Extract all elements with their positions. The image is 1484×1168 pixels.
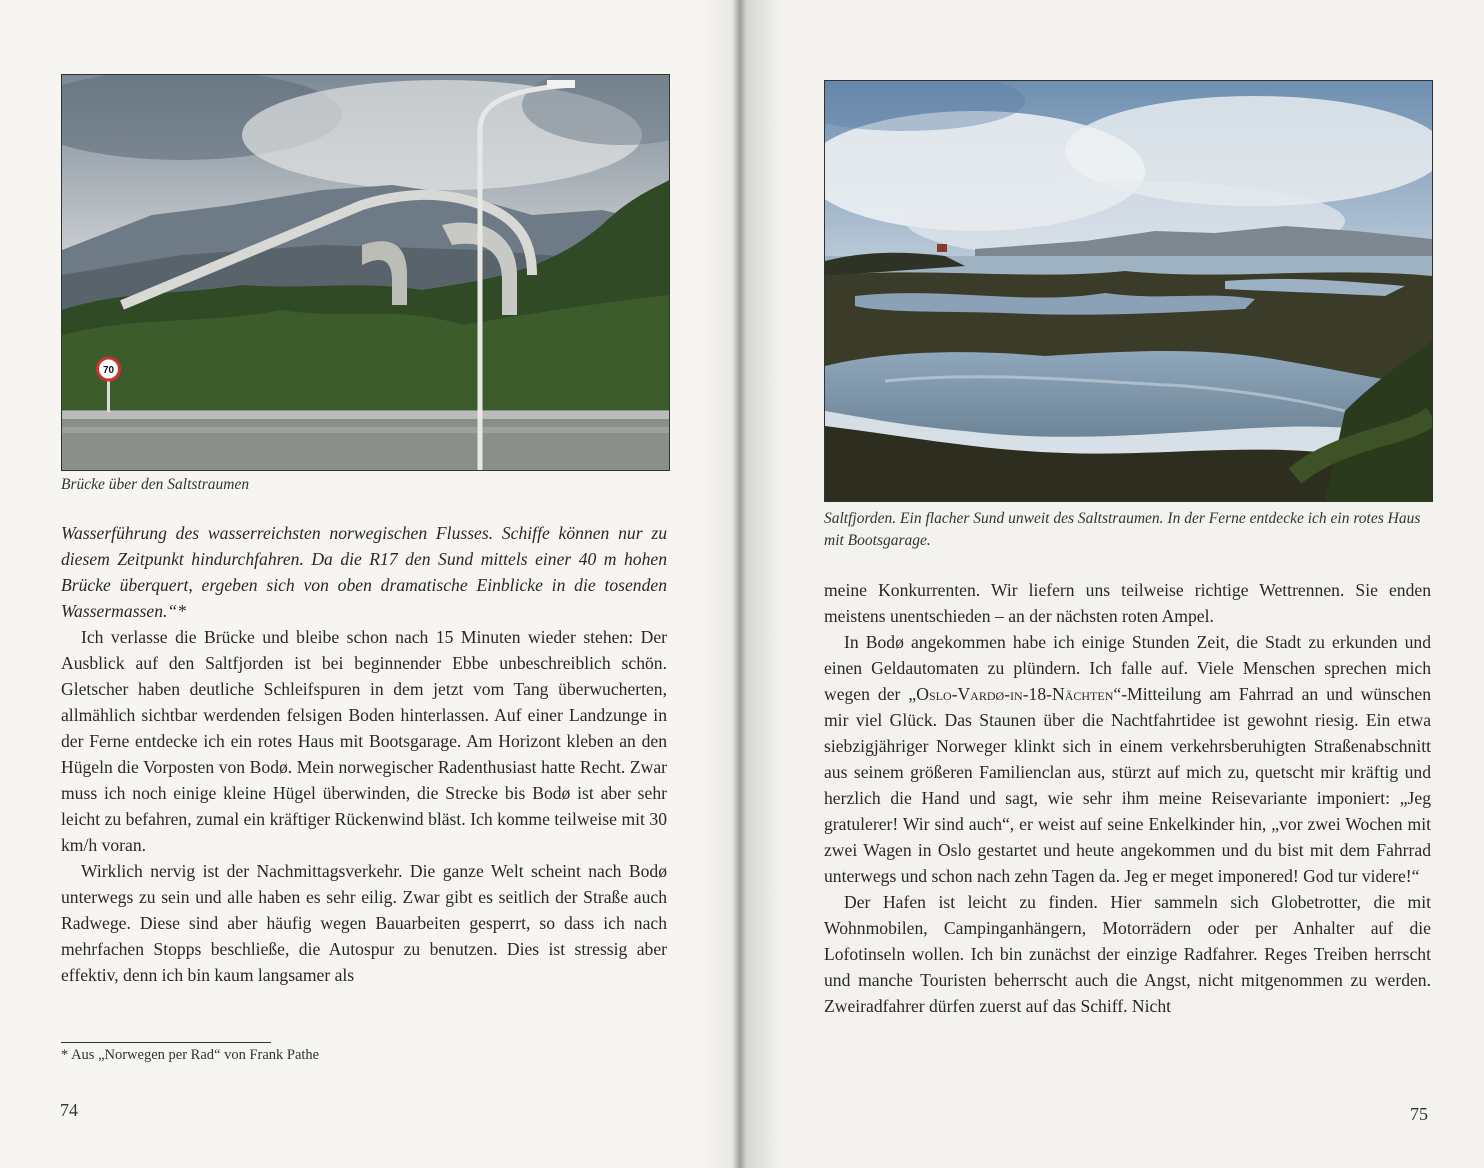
fjord-photo (824, 80, 1433, 502)
footnote-rule (61, 1042, 271, 1043)
paragraph: Ich verlasse die Brücke und bleibe schon nach 15 Minuten wieder stehen: Der Ausblick auf den Saltfjorden ist bei beginnender Ebbe unbeschreiblich schön. Gletscher haben deutliche Schleifspuren in dem jetzt vom Tang überwucherten, allmählich sichtbar werdenden felsigen Boden hinterlassen. Auf einer Landzunge in der Ferne entdecke ich ein rotes Haus mit Bootsgarage. Am Horizont kleben an den Hügeln die Vorposten von Bodø. Mein norwegischer Radenthusiast hatte Recht. Zwar muss ich noch einige kleine Hügel überwinden, die Strecke bis Bodø ist aber sehr leicht zu befahren, zumal ein kräftiger Rückenwind bläst. Ich komme teilweise mit 30 km/h voran. (61, 627, 667, 855)
page-number-left: 74 (60, 1100, 78, 1120)
quoted-passage: Wasserführung des wasserreichsten norwegischen Flusses. Schiffe können nur zu diesem Zeitpunkt hindurchfahren. Da die R17 den Sund mittels einer 40 m hohen Brücke überquert, ergeben sich von oben dramatische Einblicke in die tosenden Wassermassen.“* (61, 523, 667, 621)
right-body-text (824, 577, 1431, 1019)
footnote: * Aus „Norwegen per Rad“ von Frank Pathe (61, 1047, 320, 1063)
paragraph-part: “-Mitteilung am Fahrrad an und wünschen mir viel Glück. Das Staunen über die Nachtfahrtidee ist gewohnt riesig. Ein etwa siebzigjähriger Norweger klinkt sich in einem verkehrsberuhigten Straßenabschnitt aus seinem größeren Familienclan aus, stürzt auf mich zu, quetscht mir kräftig und herzlich die Hand und sagt, wie sehr ihm meine Reisevariante imponiert: „Jeg gratulerer! Wir sind auch“, er weist auf seine Enkelkinder hin, „vor zwei Wochen mit zwei Wagen in Oslo gestartet und heute angekommen und du bist mit dem Fahrrad unterwegs und schon nach zehn Tagen da. Jeg er meget imponered! God tur videre!“ (824, 684, 1431, 886)
fjord-photo-caption: Saltfjorden. Ein flacher Sund unweit des Saltstraumen. In der Ferne entdecke ich ein rotes Haus mit Bootsgarage. (824, 510, 1421, 549)
left-body-text (61, 520, 667, 988)
bridge-photo-caption: Brücke über den Saltstraumen (61, 476, 250, 493)
paragraph-part: In Bodø angekommen habe ich einige Stunden Zeit, die Stadt zu erkunden und einen Geldautomaten zu plündern. Ich falle auf. Viele Menschen sprechen mich wegen der „ (824, 632, 1431, 704)
speed-sign-label: 70 (102, 365, 115, 376)
paragraph: Wirklich nervig ist der Nachmittagsverkehr. Die ganze Welt scheint nach Bodø unterwegs zu sein und alle haben es sehr eilig. Zwar gibt es seitlich der Straße auch Radwege. Diese sind aber häufig wegen Bauarbeiten gesperrt, so dass ich nach mehrfachen Stopps beschließe, die Autospur zu benutzen. Dies ist stressig aber effektiv, denn ich bin kaum langsamer als (61, 861, 667, 985)
smallcaps-slogan: Oslo-Vardø-in-18-Nächten (916, 684, 1114, 704)
paragraph: Der Hafen ist leicht zu finden. Hier sammeln sich Globetrotter, die mit Wohnmobilen, Campinganhängern, Motorrädern oder per Anhalter auf die Lofotinseln wollen. Ich bin zunächst der einzige Radfahrer. Reges Treiben herrscht und manche Touristen beherrscht auch die Angst, nicht mitgenommen zu werden. Zweiradfahrer dürfen zuerst auf das Schiff. Nicht (824, 892, 1431, 1016)
paragraph: meine Konkurrenten. Wir liefern uns teilweise richtige Wettrennen. Sie enden meistens unentschieden – an der nächsten roten Ampel. (824, 580, 1431, 626)
page-number-right: 75 (1410, 1104, 1428, 1124)
paragraph (824, 629, 1431, 889)
bridge-photo (61, 74, 670, 471)
